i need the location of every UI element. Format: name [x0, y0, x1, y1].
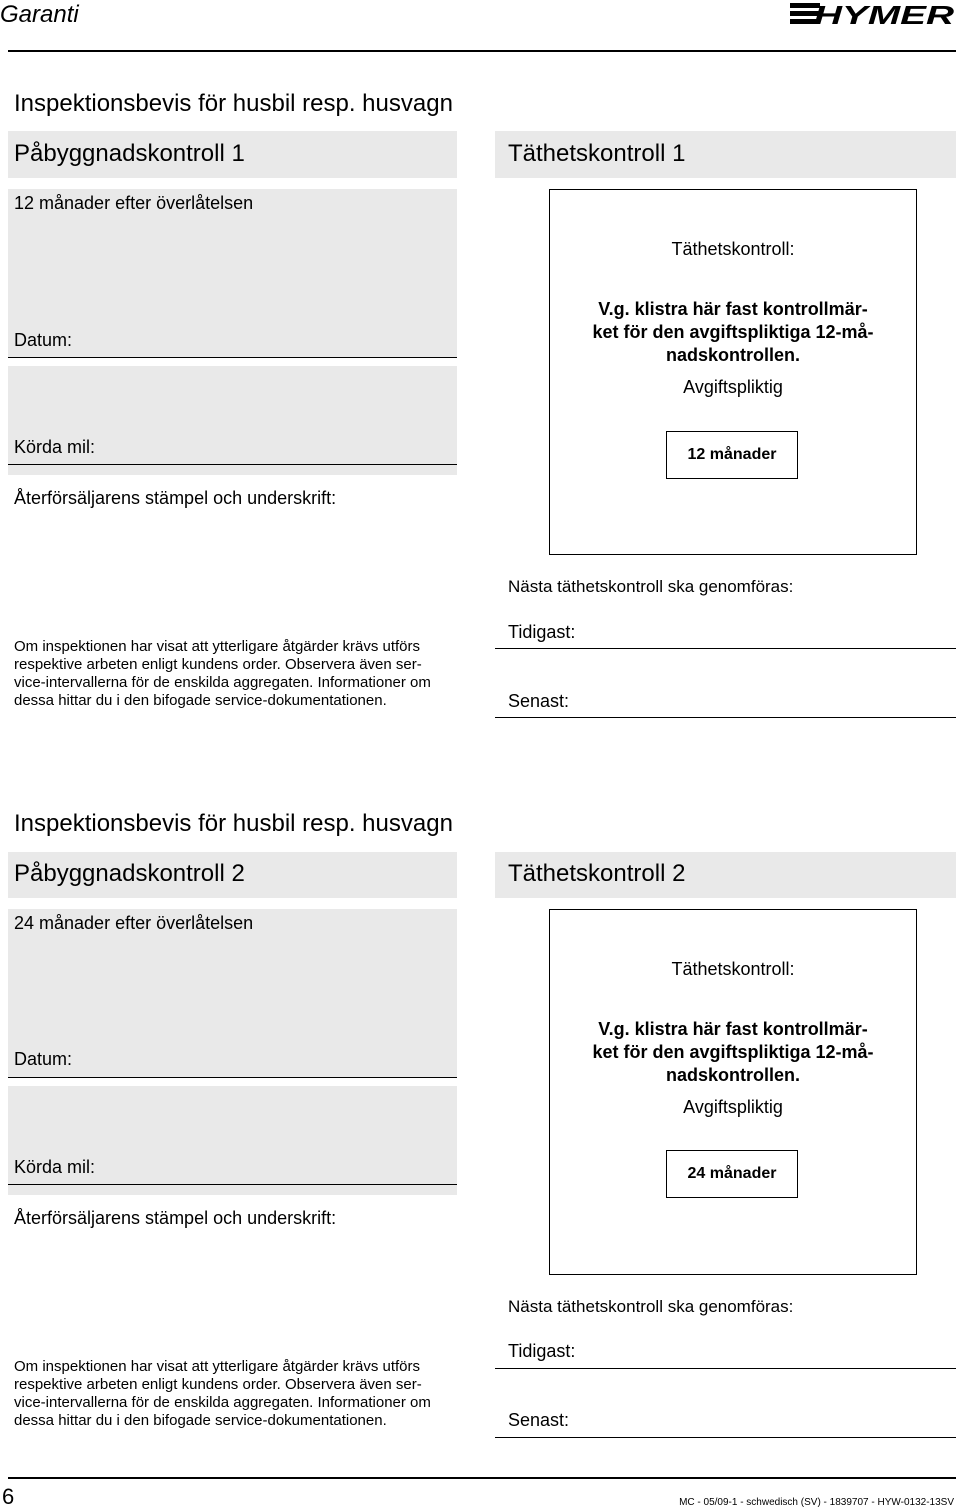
- period-badge: 24 månader: [666, 1150, 798, 1198]
- left-section-title: Påbyggnadskontroll 2: [14, 860, 245, 887]
- mileage-underline: [8, 1184, 457, 1185]
- period-label: 12 månader efter överlåtelsen: [14, 193, 254, 213]
- mileage-field[interactable]: [8, 366, 457, 475]
- earliest-label: Tidigast:: [508, 622, 576, 642]
- earliest-underline[interactable]: [495, 1368, 956, 1369]
- latest-label: Senast:: [508, 691, 570, 711]
- date-underline: [8, 1077, 457, 1078]
- footer-rule: [8, 1477, 956, 1479]
- next-check-heading: Nästa täthetskontroll ska genomföras:: [508, 1297, 794, 1316]
- inspection-note: Om inspektionen har visat att ytterligare åtgärder krävs utförs respektive arbeten enligt kundens order. Observera även ser- vice-intervallerna för de enskilda aggregaten. Informationer om dessa hittar du i den bifogade service-dokumentationen.: [14, 638, 431, 709]
- brand-text: HYMER: [814, 1, 955, 27]
- mileage-underline: [8, 464, 457, 465]
- header-rule: [8, 50, 956, 52]
- sticker-heading: Täthetskontroll:: [671, 239, 795, 259]
- stamp-label: Återförsäljarens stämpel och underskrift:: [14, 1208, 337, 1228]
- next-check-heading: Nästa täthetskontroll ska genomföras:: [508, 577, 794, 596]
- period-label: 24 månader efter överlåtelsen: [14, 913, 254, 933]
- date-underline: [8, 357, 457, 358]
- header-title: Garanti: [0, 1, 79, 28]
- sticker-instruction: V.g. klistra här fast kontrollmär- ket för den avgiftspliktiga 12-må- nadskontrollen.: [592, 1019, 874, 1085]
- page-title: Inspektionsbevis för husbil resp. husvagn: [14, 810, 453, 837]
- latest-label: Senast:: [508, 1410, 570, 1430]
- inspection-note: Om inspektionen har visat att ytterligare åtgärder krävs utförs respektive arbeten enligt kundens order. Observera även ser- vice-intervallerna för de enskilda aggregaten. Informationer om dessa hittar du i den bifogade service-dokumentationen.: [14, 1358, 431, 1429]
- page-title: Inspektionsbevis för husbil resp. husvagn: [14, 90, 453, 117]
- mileage-label: Körda mil:: [14, 1157, 96, 1177]
- page-number: 6: [2, 1484, 15, 1509]
- latest-underline[interactable]: [495, 1437, 956, 1438]
- sticker-heading: Täthetskontroll:: [671, 959, 795, 979]
- period-badge: 12 månader: [666, 431, 798, 479]
- document-code: MC - 05/09-1 - schwedisch (SV) - 1839707 - HYW-0132-13SV: [679, 1497, 954, 1508]
- sticker-fee-label: Avgiftspliktig: [683, 377, 783, 397]
- sticker-instruction: V.g. klistra här fast kontrollmär- ket för den avgiftspliktiga 12-må- nadskontrollen.: [592, 299, 874, 365]
- mileage-field[interactable]: [8, 1086, 457, 1195]
- latest-underline[interactable]: [495, 717, 956, 718]
- right-section-title: Täthetskontroll 2: [508, 860, 686, 887]
- left-section-title: Påbyggnadskontroll 1: [14, 140, 245, 167]
- stamp-label: Återförsäljarens stämpel och underskrift:: [14, 488, 337, 508]
- right-section-title: Täthetskontroll 1: [508, 140, 686, 167]
- period-field[interactable]: [8, 189, 457, 357]
- date-label: Datum:: [14, 1049, 73, 1069]
- earliest-label: Tidigast:: [508, 1341, 576, 1361]
- mileage-label: Körda mil:: [14, 437, 96, 457]
- earliest-underline[interactable]: [495, 648, 956, 649]
- hymer-logo: [790, 1, 956, 27]
- sticker-fee-label: Avgiftspliktig: [683, 1097, 783, 1117]
- period-field[interactable]: [8, 909, 457, 1077]
- date-label: Datum:: [14, 330, 73, 350]
